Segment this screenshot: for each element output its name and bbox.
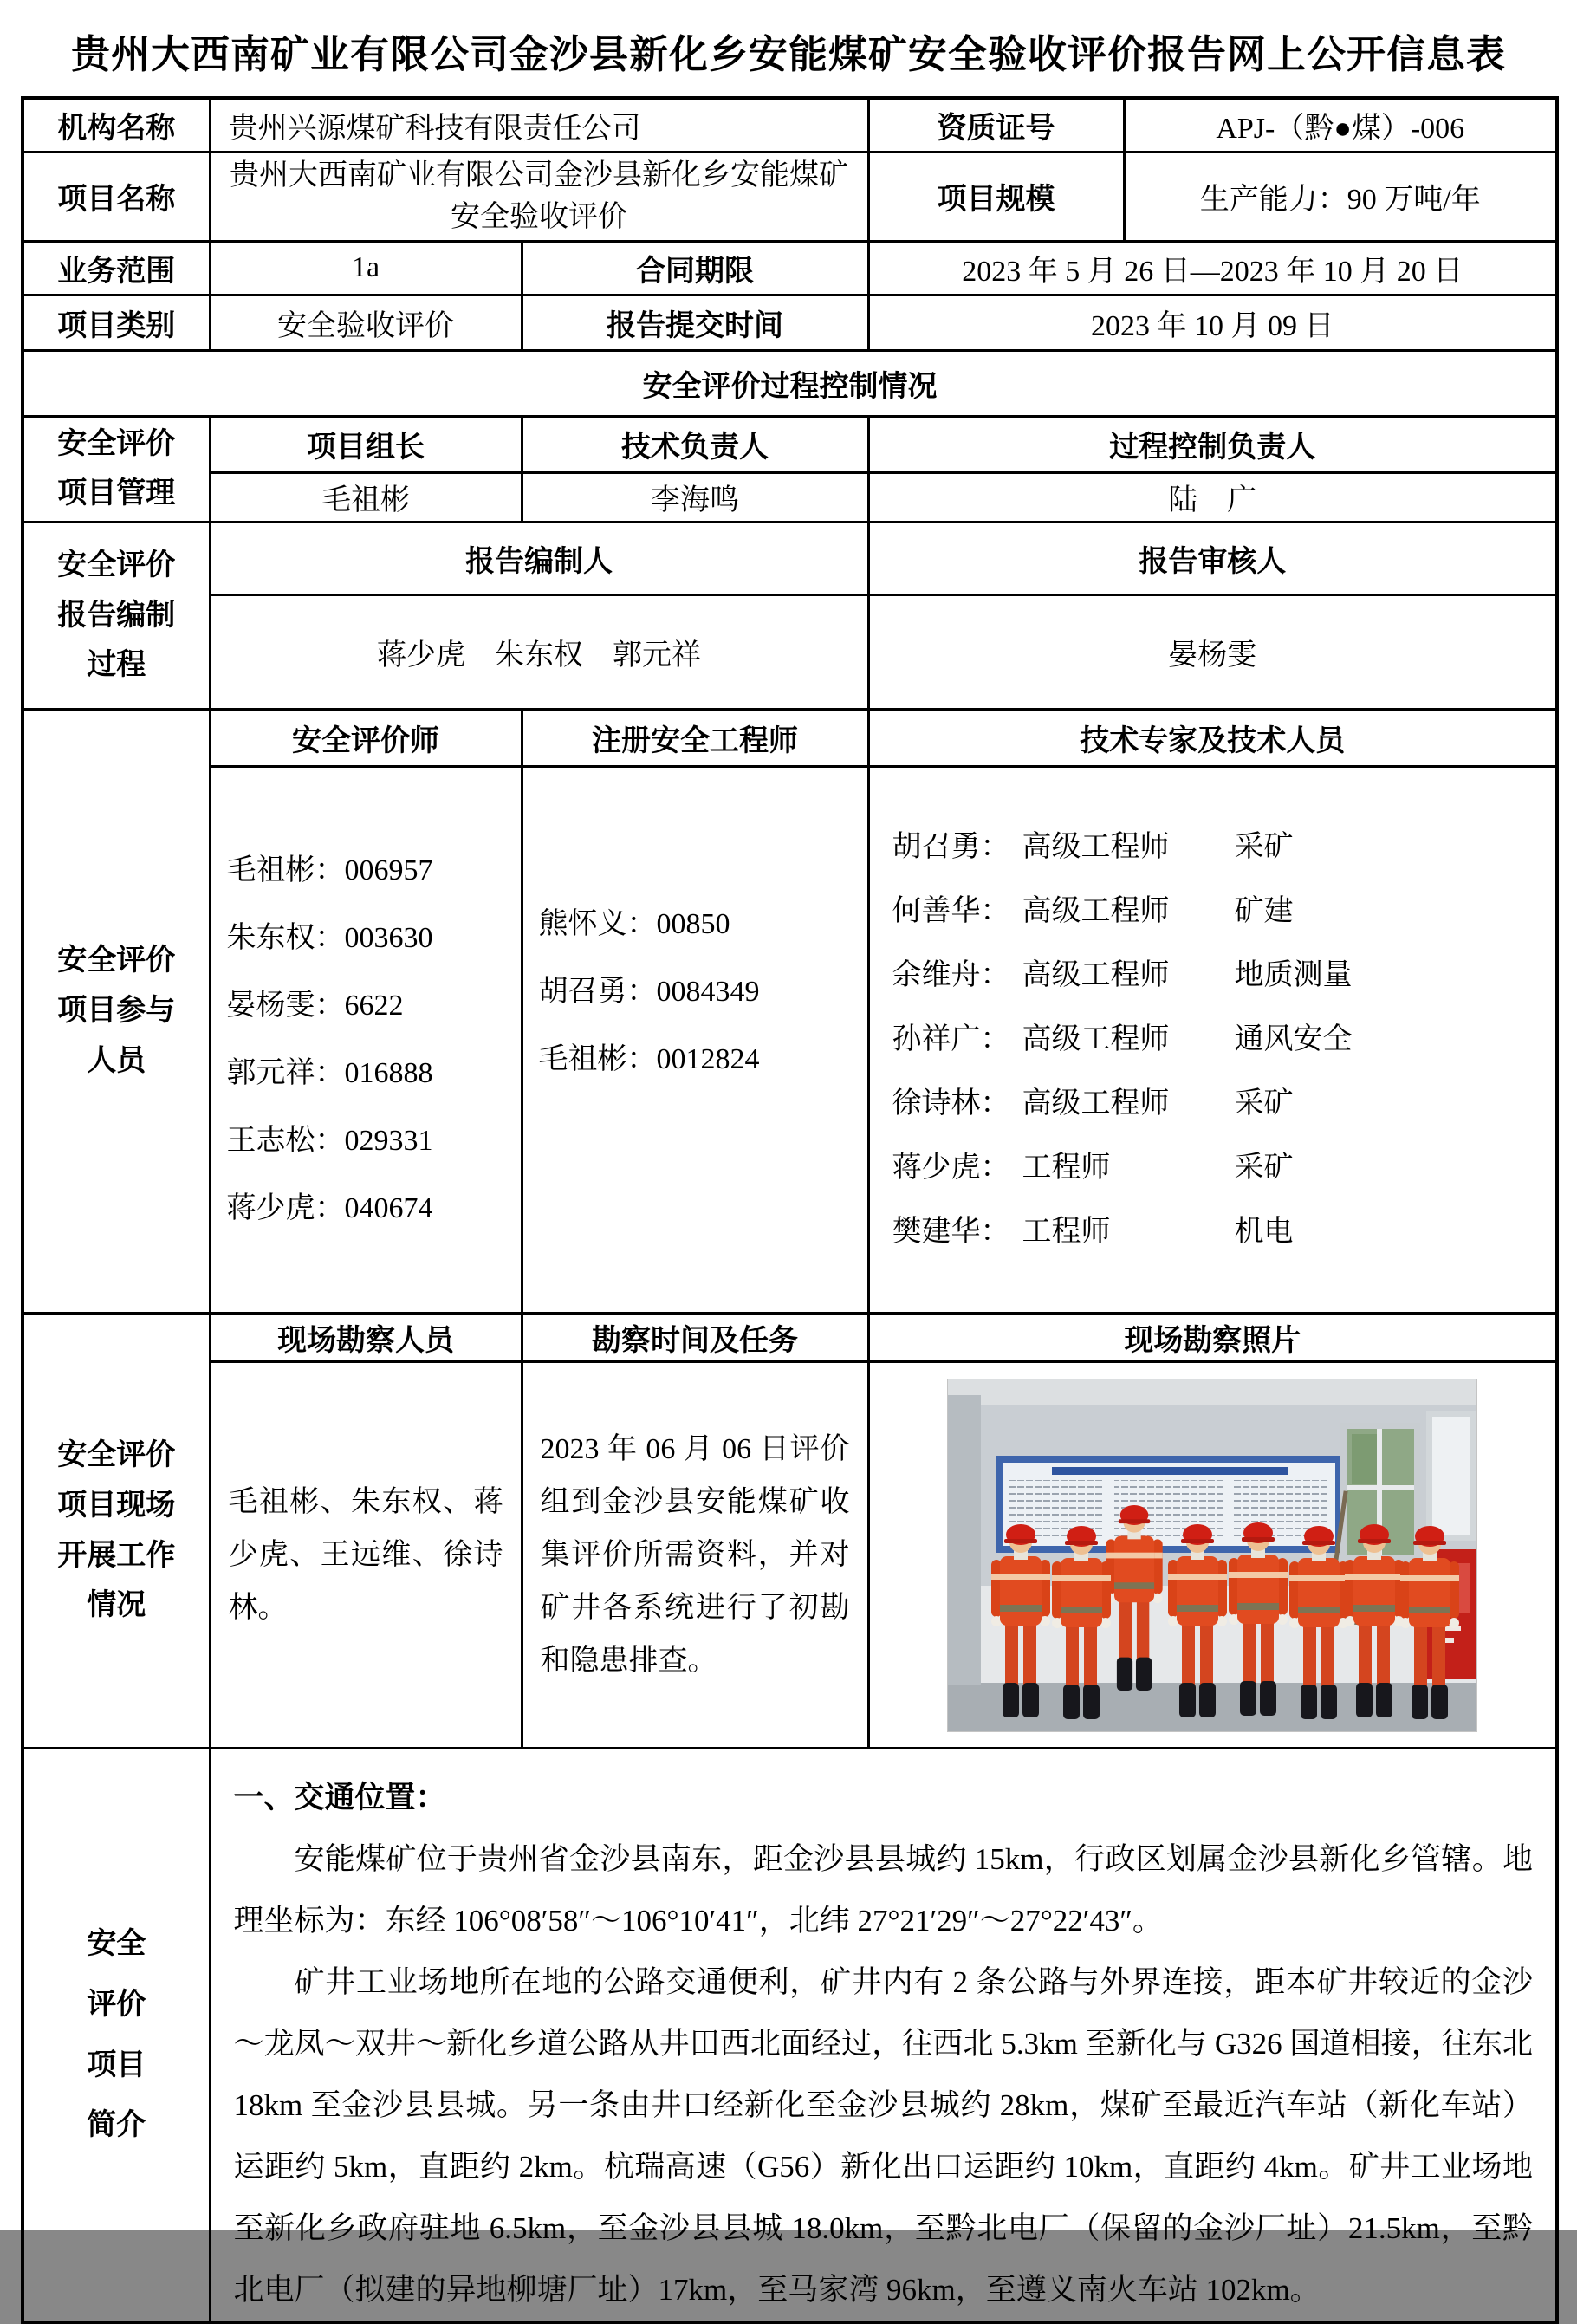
report-writer-label: 报告编制人 bbox=[210, 523, 868, 595]
expert-entry: 樊建华： 工程师 机电 bbox=[892, 1216, 1294, 1249]
evaluator-entry: 王志松：029331 bbox=[226, 1125, 433, 1158]
page-title: 贵州大西南矿业有限公司金沙县新化乡安能煤矿安全验收评价报告网上公开信息表 bbox=[70, 32, 1506, 76]
info-table bbox=[21, 96, 1559, 2324]
expert-entry: 何善华： 高级工程师 矿建 bbox=[892, 895, 1294, 928]
org-name-value: 贵州兴源煤矿科技有限责任公司 bbox=[210, 98, 868, 152]
evaluator-entry: 朱东权：003630 bbox=[226, 922, 433, 955]
project-leader-label: 项目组长 bbox=[210, 416, 522, 472]
project-category-value: 安全验收评价 bbox=[210, 295, 522, 350]
intro-heading: 一、交通位置： bbox=[233, 1781, 446, 1815]
contract-period-value: 2023 年 5 月 26 日—2023 年 10 月 20 日 bbox=[868, 241, 1557, 295]
engineer-entry: 胡召勇：0084349 bbox=[538, 976, 760, 1009]
evaluator-list bbox=[211, 815, 521, 1264]
engineer-col-header: 注册安全工程师 bbox=[522, 710, 868, 767]
report-reviewer-label: 报告审核人 bbox=[868, 523, 1557, 595]
survey-task-cell bbox=[522, 1362, 868, 1749]
process-control-lead-label: 过程控制负责人 bbox=[868, 416, 1557, 472]
compile-row-label: 安全评价报告编制过程 bbox=[23, 523, 210, 710]
intro-cell bbox=[210, 1749, 1557, 2323]
evaluator-entry: 蒋少虎：040674 bbox=[226, 1192, 433, 1225]
expert-entry: 胡召勇： 高级工程师 采矿 bbox=[892, 831, 1294, 864]
survey-photo-header: 现场勘察照片 bbox=[868, 1314, 1557, 1362]
intro-row-label: 安全评价项目简介 bbox=[23, 1749, 210, 2323]
evaluator-entry: 毛祖彬：006957 bbox=[226, 854, 433, 887]
project-name-value: 贵州大西南矿业有限公司金沙县新化乡安能煤矿安全验收评价 bbox=[210, 152, 868, 241]
report-writer-value: 蒋少虎 朱东权 郭元祥 bbox=[210, 595, 868, 710]
project-scale-label: 项目规模 bbox=[868, 152, 1124, 241]
project-leader-value: 毛祖彬 bbox=[210, 472, 522, 522]
intro-paragraph-1: 安能煤矿位于贵州省金沙县南东，距金沙县县城约 15km，行政区划属金沙县新化乡管辖。地理坐标为：东经 106°08′58″～106°10′41″，北纬 27°21′29″～27°22′43″。 bbox=[233, 1842, 1533, 1938]
expert-entry: 孙祥广： 高级工程师 通风安全 bbox=[892, 1023, 1353, 1056]
cert-no-label: 资质证号 bbox=[868, 98, 1124, 152]
engineer-entry: 毛祖彬：0012824 bbox=[538, 1043, 760, 1076]
org-name-label: 机构名称 bbox=[23, 98, 210, 152]
evaluator-col-header: 安全评价师 bbox=[210, 710, 522, 767]
expert-entry: 徐诗林： 高级工程师 采矿 bbox=[892, 1087, 1294, 1120]
survey-personnel-cell bbox=[210, 1362, 522, 1749]
site-photo-cell bbox=[868, 1362, 1557, 1749]
expert-list-cell bbox=[868, 767, 1557, 1314]
report-submit-value: 2023 年 10 月 09 日 bbox=[868, 295, 1557, 350]
business-scope-label: 业务范围 bbox=[23, 241, 210, 295]
tech-lead-value: 李海鸣 bbox=[522, 472, 868, 522]
evaluator-entry: 郭元祥：016888 bbox=[226, 1057, 433, 1090]
engineer-entry: 熊怀义：00850 bbox=[538, 908, 730, 941]
business-scope-value: 1a bbox=[210, 241, 522, 295]
project-name-label: 项目名称 bbox=[23, 152, 210, 241]
participants-row-label: 安全评价项目参与人员 bbox=[23, 710, 210, 1314]
expert-entry: 蒋少虎： 工程师 采矿 bbox=[892, 1152, 1294, 1185]
site-work-row-label: 安全评价项目现场开展工作情况 bbox=[23, 1314, 210, 1749]
expert-entry: 余维舟： 高级工程师 地质测量 bbox=[892, 959, 1353, 992]
survey-task-value: 2023 年 06 月 06 日评价组到金沙县安能煤矿收集评价所需资料，并对矿井各系统进行了初勘和隐患排查。 bbox=[540, 1433, 850, 1678]
process-control-section-title: 安全评价过程控制情况 bbox=[23, 350, 1557, 416]
report-reviewer-value: 晏杨雯 bbox=[868, 595, 1557, 710]
survey-personnel-header: 现场勘察人员 bbox=[210, 1314, 522, 1362]
process-control-lead-value: 陆 广 bbox=[868, 472, 1557, 522]
site-survey-photo bbox=[947, 1379, 1477, 1732]
evaluator-entry: 晏杨雯：6622 bbox=[226, 990, 404, 1022]
engineer-list-cell bbox=[522, 767, 868, 1314]
survey-personnel-value: 毛祖彬、朱东权、蒋少虎、王远维、徐诗林。 bbox=[228, 1486, 503, 1625]
report-submit-label: 报告提交时间 bbox=[522, 295, 868, 350]
evaluator-list-cell bbox=[210, 767, 522, 1314]
tech-lead-label: 技术负责人 bbox=[522, 416, 868, 472]
intro-paragraph-2: 矿井工业场地所在地的公路交通便利，矿井内有 2 条公路与外界连接，距本矿井较近的金沙～龙凤～双井～新化乡道公路从井田西北面经过，往西北 5.3km 至新化与 G326 国道相接，往东北 18km 至金沙县县城。另一条由井口经新化至金沙县城约 28km，煤矿至最近汽车站（新化车站）运距约 5km，直距约 2km。杭瑞高速（G56）新化出口运距约 10km，直距约 4km。矿井工业场地至新化乡政府驻地 6.5km，至金沙县县城 18.0km，至黔北电厂（保留的金沙厂址）21.5km，至黔北电厂（拟建的异地柳塘厂址）17km，至马家湾 96km，至遵义南火车站 102km。 bbox=[233, 1965, 1533, 2308]
site-survey-photo-illustration bbox=[948, 1379, 1476, 1731]
cert-no-value: APJ-（黔●煤）-006 bbox=[1124, 98, 1557, 152]
project-scale-value: 生产能力：90 万吨/年 bbox=[1124, 152, 1557, 241]
project-category-label: 项目类别 bbox=[23, 295, 210, 350]
engineer-list bbox=[523, 768, 867, 1312]
contract-period-label: 合同期限 bbox=[522, 241, 868, 295]
survey-task-header: 勘察时间及任务 bbox=[522, 1314, 868, 1362]
expert-list bbox=[870, 815, 1556, 1264]
expert-col-header: 技术专家及技术人员 bbox=[868, 710, 1557, 767]
mgmt-row-label: 安全评价项目管理 bbox=[23, 416, 210, 523]
